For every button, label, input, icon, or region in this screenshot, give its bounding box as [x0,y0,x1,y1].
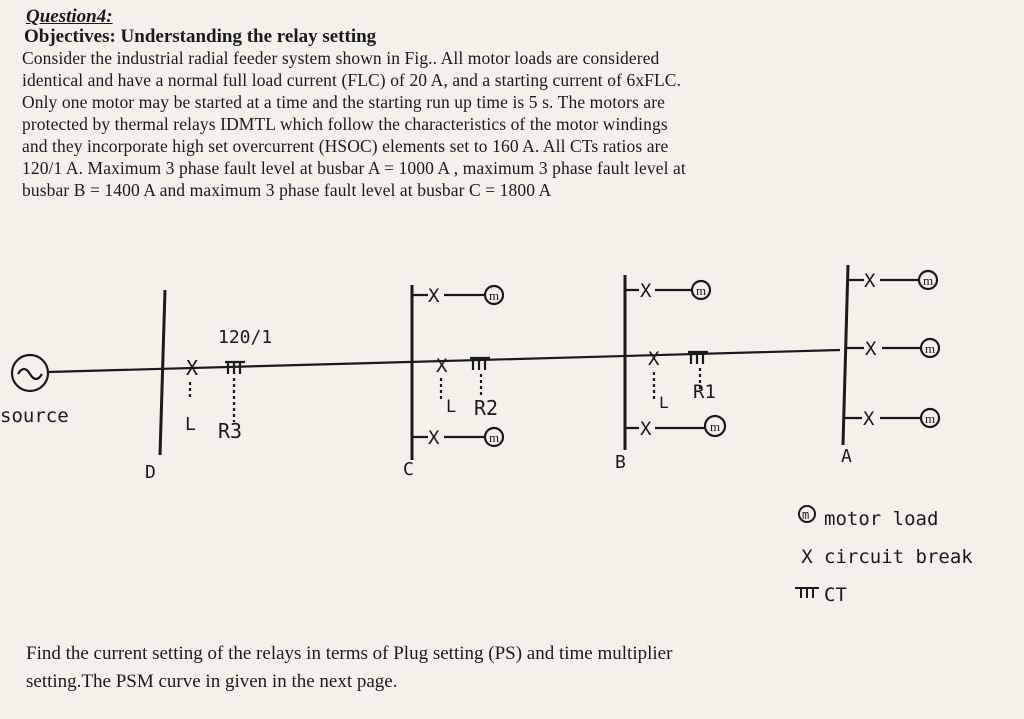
motor-symbol: m [925,411,936,426]
relay-r3: R3 [218,419,243,443]
objectives-heading: Objectives: Understanding the relay setting [24,26,377,47]
motor-symbol: m [925,341,936,356]
motor-symbol: m [696,283,707,298]
circuit-breaker: X [865,338,877,360]
legend-motor-label: motor load [824,508,939,530]
legend-breaker-label: circuit break [824,546,973,568]
motor-load-icon [692,281,710,299]
relay-letter: L [446,397,457,417]
relay-r1: R1 [693,381,716,403]
circuit-breaker-c: X [436,355,448,377]
problem-paragraph [22,47,972,201]
feeder-diagram [0,250,1024,490]
motor-symbol: m [802,508,810,522]
circuit-breaker-b: X [648,348,660,370]
relay-letter: L [185,414,196,435]
task-statement [26,640,1016,696]
circuit-breaker: X [864,270,876,292]
motor-load-icon [919,271,937,289]
legend-row-ct [790,576,973,614]
ct-ratio-label: 120/1 [218,327,273,348]
motor-symbol: m [710,419,721,434]
busbar-label-a: A [841,446,852,467]
paragraph-line: and they incorporate high set overcurrent (HSOC) elements set to 160 A. All CTs ratios are [22,136,669,156]
motor-load-icon [485,428,503,446]
diagram-legend [790,500,973,614]
paragraph-line: protected by thermal relays IDMTL which follow the characteristics of the motor windings [22,114,668,134]
motor-load-icon [485,286,503,304]
source-label: source [0,405,69,427]
task-line: Find the current setting of the relays in terms of Plug setting (PS) and time multiplier [26,643,673,664]
busbar-label-d: D [145,462,156,483]
legend-row-breaker [790,538,973,576]
question-heading: Question4: [26,6,113,27]
circuit-breaker: X [428,285,440,307]
ct-icon [225,362,245,374]
motor-symbol: m [923,273,934,288]
ac-source-icon [12,355,48,391]
busbar-label-c: C [403,459,414,480]
task-line: setting.The PSM curve in given in the next page. [26,671,398,692]
legend-ct-label: CT [824,584,847,606]
motor-load-icon [921,409,939,427]
motor-load-icon [705,416,725,436]
busbar-label-b: B [615,452,626,473]
relay-r2: R2 [474,396,499,420]
legend-row-motor [790,500,973,538]
motor-load-icon [921,339,939,357]
motor-symbol: m [489,288,500,303]
busbar-d [160,290,165,455]
circuit-breaker-icon: X [801,546,813,568]
circuit-breaker: X [428,427,440,449]
motor-load-icon [790,500,824,538]
relay-letter: L [659,393,669,412]
circuit-breaker: X [863,408,875,430]
paragraph-line: 120/1 A. Maximum 3 phase fault level at busbar A = 1000 A , maximum 3 phase fault level at [22,158,686,178]
paragraph-line: Consider the industrial radial feeder system shown in Fig.. All motor loads are considered [22,48,660,68]
circuit-breaker: X [640,418,652,440]
ct-icon [790,576,824,614]
paragraph-line: busbar B = 1400 A and maximum 3 phase fault level at busbar C = 1800 A [22,180,552,200]
circuit-breaker: X [640,280,652,302]
paragraph-line: identical and have a normal full load current (FLC) of 20 A, and a starting current of 6xFLC. [22,70,682,90]
motor-symbol: m [489,430,500,445]
paragraph-line: Only one motor may be started at a time and the starting run up time is 5 s. The motors are [22,92,666,112]
circuit-breaker-d: X [186,356,199,380]
